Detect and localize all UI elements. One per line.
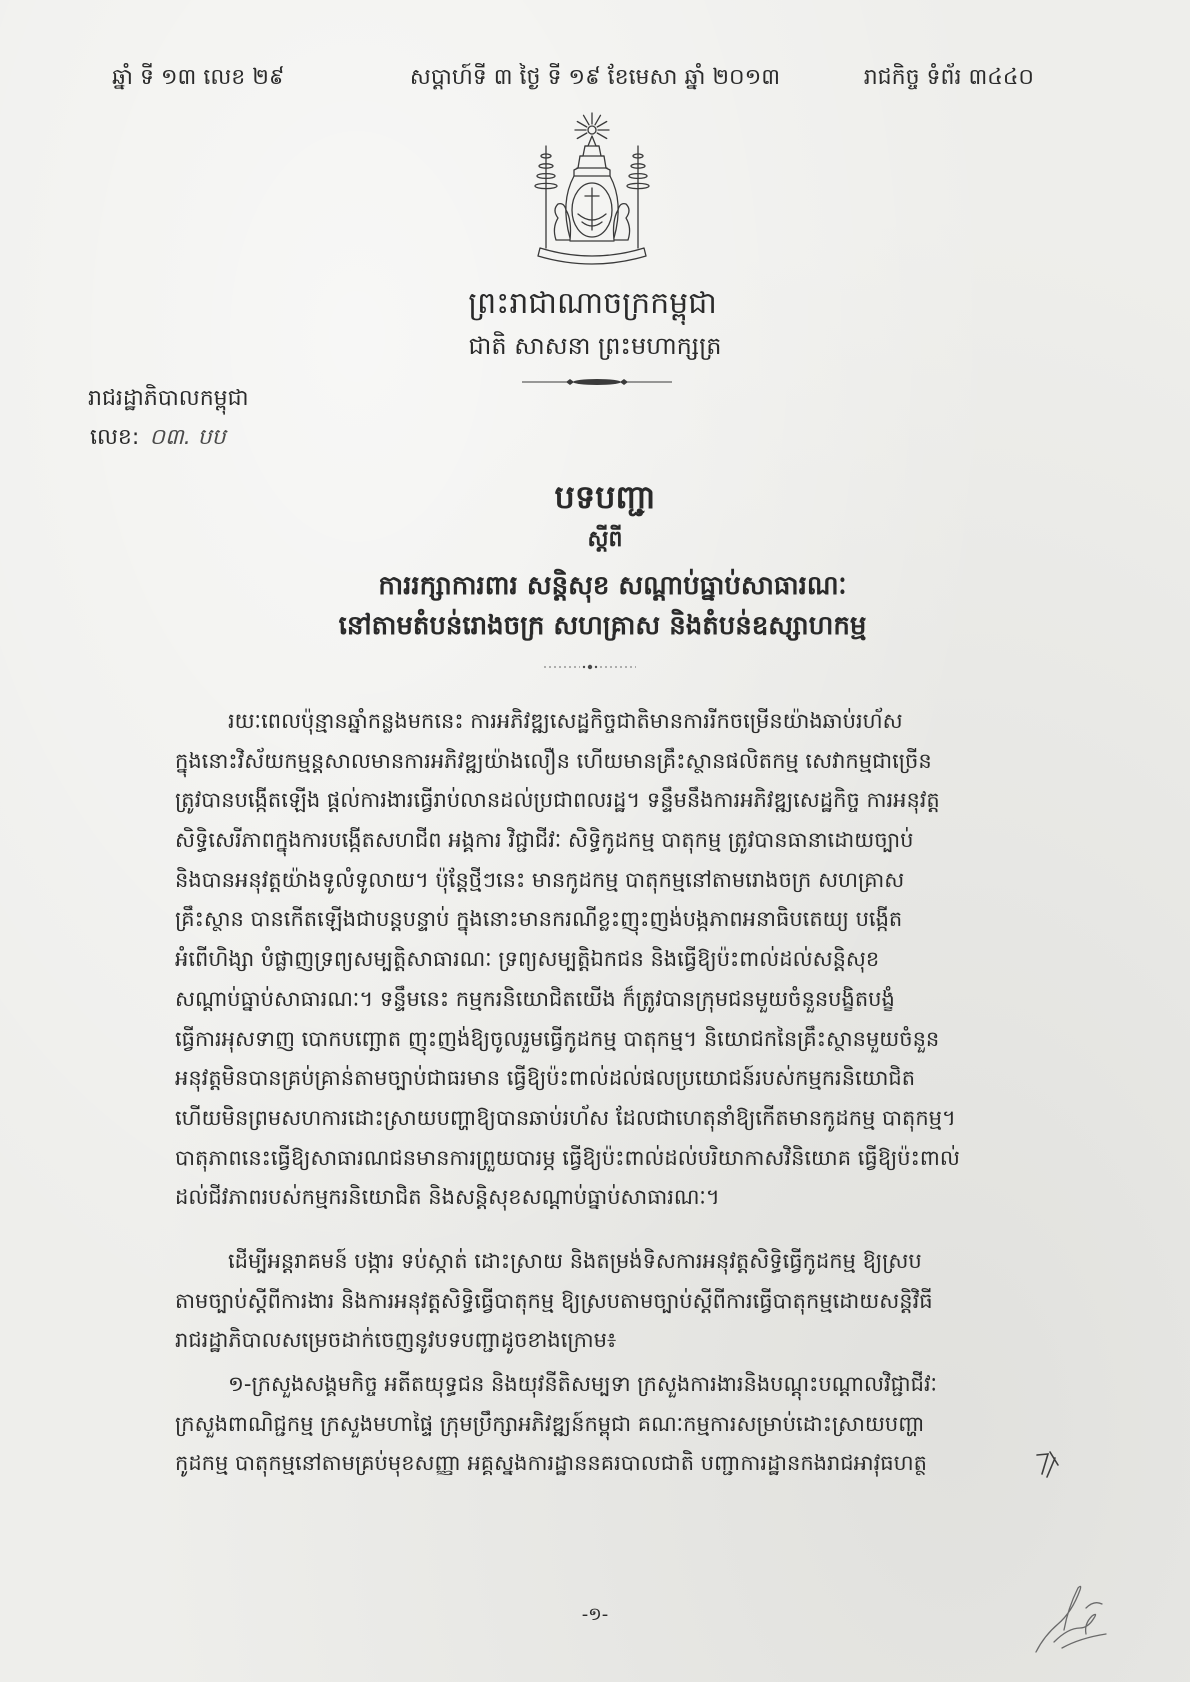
body-line-text: ក្រសួងពាណិជ្ជកម្ម ក្រសួងមហាផ្ទៃ ក្រុមប្រឹក្សាអភិវឌ្ឍន៍កម្ពុជា គណៈកម្មការសម្រាប់ដោះស្រាយបញ្ហា [175,1411,925,1436]
issuer-name [88,382,310,416]
body-line [175,742,1041,782]
body-line-text: អនុវត្តមិនបានគ្រប់គ្រាន់តាមច្បាប់ជាធរមាន ធ្វើឱ្យប៉ះពាល់ដល់ផលប្រយោជន៍របស់កម្មករនិយោជិត [175,1066,916,1091]
body-line [175,821,1041,861]
body-line [175,1321,1041,1361]
crown-icon [574,136,610,176]
paragraph-directive-1 [175,1365,1041,1484]
shield-icon [572,183,612,237]
body-line [175,1405,1041,1445]
document-title-text: ការរក្សាការពារ សន្តិសុខ សណ្តាប់ធ្នាប់សាធារណៈ [378,571,847,601]
body-line-text: ត្រូវបានបង្កើតឡើង ផ្តល់ការងារធ្វើរាប់លានដល់ប្រជាពលរដ្ឋ។ ទន្ទឹមនឹងការអភិវឌ្ឍសេដ្ឋកិច្ច ការអនុវត្ត [175,788,940,813]
body-line [175,702,1041,742]
body-line [175,940,1041,980]
document-type [480,474,730,520]
body-line-text: គ្រឹះស្ថាន បានកើតឡើងជាបន្តបន្ទាប់ ក្នុងនោះមានករណីខ្លះញុះញង់បង្កភាពអនាធិបតេយ្យ បង្កើត [175,907,903,932]
kingdom-name [400,283,785,325]
body-line [175,1178,1041,1218]
handwritten-initial-mark [1034,1450,1062,1480]
body-line-text: បាតុភាពនេះធ្វើឱ្យសាធារណជនមានការព្រួយបារម្ភ ធ្វើឱ្យប៉ះពាល់ដល់បរិយាកាសវិនិយោគ ធ្វើឱ្យប៉ះពាល់ [175,1145,960,1170]
body-line [175,900,1041,940]
document-number-wrap [90,420,226,456]
document-title-text: នៅតាមតំបន់រោងចក្រ សហគ្រាស និងតំបន់ឧស្សាហកម្ម [338,611,867,641]
royal-coat-of-arms-icon [522,110,662,270]
ribbon-icon [538,248,646,264]
body-line-text: ១-ក្រសួងសង្គមកិច្ច អតីតយុទ្ធជន និងយុវនីតិសម្បទា ក្រសួងការងារនិងបណ្តុះបណ្តាលវិជ្ជាជីវៈ [228,1372,938,1396]
right-supporter-icon [614,204,630,240]
document-about-text: ស្តីពី [587,527,623,552]
header-date-text: សប្តាហ៍ទី ៣ ថ្ងៃ ទី ១៩ ខែមេសា ឆ្នាំ ២០១៣ [409,65,781,90]
body-line [175,1139,1041,1179]
handwritten-signature [1028,1578,1112,1656]
header-gazette-page-text: រាជកិច្ច ទំព័រ ៣៤៤០ [863,65,1034,90]
body-line [175,980,1041,1020]
body-line-text: ក្នុងនោះវិស័យកម្មន្តសាលមានការអភិវឌ្ឍយ៉ាងលឿន ហើយមានគ្រឹះស្ថានផលិតកម្ម សេវាកម្មជាច្រើន [175,748,932,773]
national-motto-text: ជាតិ សាសនា ព្រះមហាក្សត្រ [468,332,722,360]
header-issue-text: ឆ្នាំ ទី ១៣ លេខ ២៩ [112,65,285,90]
body-line [175,781,1041,821]
page-number-text: -១- [581,1604,609,1625]
page-number [545,1600,645,1630]
body-line-text: សណ្តាប់ធ្នាប់សាធារណៈ។ ទន្ទឹមនេះ កម្មករនិយោជិតយើង ក៏ត្រូវបានក្រុមជនមួយចំនួនបង្ខិតបង្ខំ [175,986,895,1011]
header-gazette-page [812,63,1034,93]
body-line-text: ហើយមិនព្រមសហការដោះស្រាយបញ្ហាឱ្យបានឆាប់រហ័ស ដែលជាហេតុនាំឱ្យកើតមានកូដកម្ម បាតុកម្ម។ [175,1105,956,1130]
document-title-line [330,566,895,606]
body-line [175,1282,1041,1322]
body-line-text: ធ្វើការអុសទាញ បោកបញ្ឆោត ញុះញង់ឱ្យចូលរួមធ្វើកូដកម្ម បាតុកម្ម។ និយោជកនៃគ្រឹះស្ថានមួយចំនួន [175,1026,940,1051]
document-number [90,420,302,456]
sun-rays-icon [575,113,609,139]
body-line [175,1059,1041,1099]
body-line-text: សិទ្ធិសេរីភាពក្នុងការបង្កើតសហជីព អង្គការ វិជ្ជាជីវៈ សិទ្ធិកូដកម្ម បាតុកម្ម ត្រូវបានធានាដោយច្បាប់ [175,828,914,853]
body-line-text: តាមច្បាប់ស្តីពីការងារ និងការអនុវត្តសិទ្ធិធ្វើបាតុកម្ម ឱ្យស្របតាមច្បាប់ស្តីពីការធ្វើបាតុកម្មដោយសន្តិវិធី [175,1288,933,1313]
document-number-value: ០៣. បប [149,425,226,450]
ornament-divider [522,376,672,388]
body-line [175,1444,1027,1484]
body-line-text: និងបានអនុវត្តយ៉ាងទូលំទូលាយ។ ប៉ុន្តែថ្មីៗនេះ មានកូដកម្ម បាតុកម្មនៅតាមរោងចក្រ សហគ្រាស [175,867,905,892]
paragraph-purpose [175,1242,1041,1361]
body-line-text: ដល់ជីវភាពរបស់កម្មករនិយោជិត និងសន្តិសុខសណ្តាប់ធ្នាប់សាធារណៈ។ [175,1185,720,1210]
national-motto [410,328,780,364]
kingdom-name-text: ព្រះរាជាណាចក្រកម្ពុជា [468,286,717,321]
left-umbrella-icon [535,146,557,248]
body-line-text: រាជរដ្ឋាភិបាលសម្រេចដាក់ចេញនូវបទបញ្ជាដូចខាងក្រោម៖ [175,1328,617,1353]
body-line-text: ដើម្បីអន្តរាគមន៍ បង្ការ ទប់ស្កាត់ ដោះស្រាយ និងតម្រង់ទិសការអនុវត្តសិទ្ធិធ្វើកូដកម្ម ឱ្យស្រប [228,1248,922,1273]
body-line [175,861,1041,901]
body-line-text: អំពើហិង្សា បំផ្លាញទ្រព្យសម្បត្តិសាធារណៈ ទ្រព្យសម្បត្តិឯកជន និងធ្វើឱ្យប៉ះពាល់ដល់សន្តិសុខ [175,947,880,972]
issuer-name-text: រាជរដ្ឋាភិបាលកម្ពុជា [88,386,249,411]
paragraph-background [175,702,1041,1218]
document-about [530,523,680,557]
header-issue [112,63,312,93]
document-title-line [290,606,915,646]
header-date [390,63,800,93]
right-umbrella-icon [627,146,649,248]
document-body [175,702,1041,1484]
body-line [175,1099,1041,1139]
document-type-text: បទបញ្ជា [554,478,656,516]
body-line [175,1242,1041,1282]
body-line [175,1020,1041,1060]
document-number-label: លេខ: [90,425,140,450]
body-line-text: កូដកម្ម បាតុកម្មនៅតាមគ្រប់មុខសញ្ញា អគ្គស្នងការដ្ឋាននគរបាលជាតិ បញ្ជាការដ្ឋានកងរាជអាវុធហត្ថ [175,1451,927,1476]
small-ornament-divider [540,662,640,672]
body-line [175,1365,1041,1405]
body-line-text: រយៈពេលប៉ុន្មានឆ្នាំកន្លងមកនេះ ការអភិវឌ្ឍសេដ្ឋកិច្ចជាតិមានការរីកចម្រើនយ៉ាងឆាប់រហ័ស [228,709,903,733]
left-supporter-icon [554,204,570,240]
